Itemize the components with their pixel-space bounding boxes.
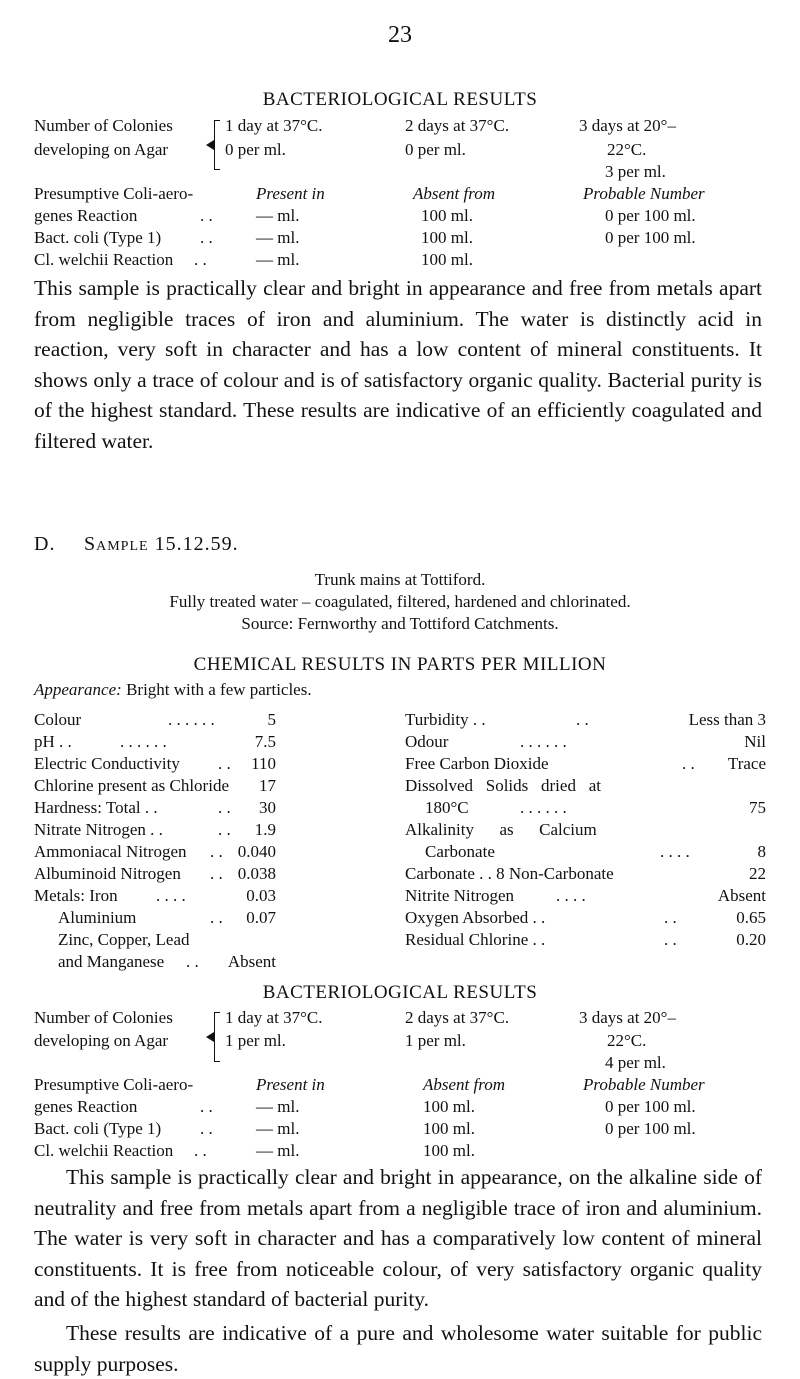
col3-value: 3 per ml. [605, 162, 666, 181]
chem-label: Nitrate Nitrogen . . [34, 820, 163, 839]
brace-2 [214, 1012, 221, 1062]
chem-value: 22 [749, 864, 766, 883]
col1-head: 1 day at 37°C. [225, 1008, 323, 1027]
chem-label: Turbidity . . [405, 710, 486, 729]
col3-head: 3 days at 20°– [579, 1008, 676, 1027]
chem-label: Free Carbon Dioxide [405, 754, 549, 773]
colonies-label-line2: developing on Agar [34, 140, 169, 159]
page-number: 23 [388, 22, 412, 48]
chem-dots: . . . . [156, 886, 186, 905]
chem-label: pH . . [34, 732, 72, 751]
absent-value: 100 ml. [421, 206, 473, 225]
chem-dots: . . [210, 842, 223, 861]
chem-dots: . . [664, 908, 677, 927]
chem-label: Colour [34, 710, 82, 729]
paragraph-3: These results are indicative of a pure and wholesome water suitable for public supply purposes. [34, 1321, 762, 1376]
sample-location: Trunk mains at Tottiford. [314, 570, 486, 589]
chem-value: 7.5 [254, 732, 276, 751]
chem-value: Nil [744, 732, 766, 751]
chem-value: 0.07 [246, 908, 276, 927]
probable-number-header: Probable Number [583, 184, 705, 203]
colonies-label-line2: developing on Agar [34, 1031, 169, 1050]
chem-label: Dissolved Solids dried at [405, 776, 601, 795]
chem-label: Carbonate [425, 842, 495, 861]
chem-value: Trace [727, 754, 766, 773]
chem-dots: . . . . . . [520, 798, 567, 817]
present-in-header: Present in [256, 184, 325, 203]
chem-dots: . . . . [660, 842, 690, 861]
chem-value: 0.65 [736, 908, 766, 927]
bact-results-heading-1: BACTERIOLOGICAL RESULTS [262, 89, 538, 110]
chem-dots: . . . . . . [168, 710, 215, 729]
bact-coli-label: Bact. coli (Type 1) [34, 1119, 162, 1138]
present-value: — ml. [256, 228, 300, 247]
col3-head-line2: 22°C. [607, 140, 647, 159]
chem-value: 30 [259, 798, 276, 817]
chem-dots: . . . . . . [120, 732, 167, 751]
chem-value: 0.20 [736, 930, 766, 949]
chem-label: 180°C [425, 798, 469, 817]
absent-from-header: Absent from [413, 184, 496, 203]
chem-label: Albuminoid Nitrogen [34, 864, 181, 883]
probable-value: 0 per 100 ml. [605, 228, 696, 247]
sample-source: Source: Fernworthy and Tottiford Catchments. [241, 614, 559, 633]
col2-value: 0 per ml. [405, 140, 466, 159]
chem-dots: . . . . . . [520, 732, 567, 751]
paragraph-1: This sample is practically clear and bright in appearance and free from metals apart from negligible traces of iron and aluminium. The water is distinctly acid in reaction, very soft in character and has a low content of mineral constituents. It shows only a trace of colour and is of satisfactory organic quality. Bacterial purity is of the highest standard. These results are indicative of an efficiently coagulated and filtered water. [34, 276, 762, 453]
chem-dots: . . [576, 710, 589, 729]
chem-label: Alkalinity as Calcium [405, 820, 597, 839]
col2-value: 1 per ml. [405, 1031, 466, 1050]
appearance-value: Bright with a few particles. [126, 680, 312, 699]
col2-head: 2 days at 37°C. [405, 116, 510, 135]
chem-value: 0.040 [237, 842, 276, 861]
chem-dots: . . [218, 798, 231, 817]
sample-letter: D. [34, 533, 56, 555]
chem-dots: . . [210, 864, 223, 883]
absent-from-header: Absent from [423, 1075, 506, 1094]
probable-value: 0 per 100 ml. [605, 1119, 696, 1138]
present-value: — ml. [256, 206, 300, 225]
absent-value: 100 ml. [423, 1097, 475, 1116]
chem-label: Nitrite Nitrogen [405, 886, 515, 905]
chem-value: 0.03 [246, 886, 276, 905]
present-in-header: Present in [256, 1075, 325, 1094]
colonies-label-line1: Number of Colonies [34, 1008, 173, 1027]
chem-dots: . . [186, 952, 199, 971]
probable-value: 0 per 100 ml. [605, 206, 696, 225]
present-value: — ml. [256, 1141, 300, 1160]
cl-welchii-label: Cl. welchii Reaction [34, 1141, 174, 1160]
probable-number-header: Probable Number [583, 1075, 705, 1094]
col1-value: 1 per ml. [225, 1031, 286, 1050]
present-value: — ml. [256, 250, 300, 269]
chem-value: 8 [757, 842, 766, 861]
chem-label: Ammoniacal Nitrogen [34, 842, 187, 861]
leader-dots: . . [194, 1141, 207, 1160]
chem-label: Residual Chlorine . . [405, 930, 546, 949]
chem-value: Less than 3 [688, 710, 766, 729]
absent-value: 100 ml. [423, 1141, 475, 1160]
chem-dots: . . [682, 754, 695, 773]
col3-head-line2: 22°C. [607, 1031, 647, 1050]
col3-head: 3 days at 20°– [579, 116, 676, 135]
colonies-label-line1: Number of Colonies [34, 116, 173, 135]
presumptive-label-line1: Presumptive Coli-aero- [34, 184, 194, 203]
presumptive-label-line1: Presumptive Coli-aero- [34, 1075, 194, 1094]
chem-label: Zinc, Copper, Lead [58, 930, 190, 949]
chem-label: Electric Conductivity [34, 754, 180, 773]
absent-value: 100 ml. [423, 1119, 475, 1138]
absent-value: 100 ml. [421, 228, 473, 247]
chem-label: Hardness: Total . . [34, 798, 158, 817]
chem-value: 1.9 [254, 820, 276, 839]
chemical-results-heading: CHEMICAL RESULTS IN PARTS PER MILLION [193, 654, 607, 675]
chem-label: Chlorine present as Chloride [34, 776, 229, 795]
col1-head: 1 day at 37°C. [225, 116, 323, 135]
cl-welchii-label: Cl. welchii Reaction [34, 250, 174, 269]
col1-value: 0 per ml. [225, 140, 286, 159]
leader-dots: . . [200, 1119, 213, 1138]
chem-label: Odour [405, 732, 449, 751]
leader-dots: . . [200, 1097, 213, 1116]
col2-head: 2 days at 37°C. [405, 1008, 510, 1027]
bact-results-heading-2: BACTERIOLOGICAL RESULTS [262, 982, 538, 1003]
leader-dots: . . [200, 228, 213, 247]
chem-label: Metals: Iron [34, 886, 118, 905]
chem-value: 5 [267, 710, 276, 729]
chem-label: Aluminium [58, 908, 137, 927]
chem-dots: . . [210, 908, 223, 927]
bact-coli-label: Bact. coli (Type 1) [34, 228, 162, 247]
leader-dots: . . [200, 206, 213, 225]
chem-dots: . . [664, 930, 677, 949]
present-value: — ml. [256, 1097, 300, 1116]
sample-title: Sample 15.12.59. [84, 533, 239, 555]
presumptive-label-line2: genes Reaction [34, 1097, 138, 1116]
chem-value: Absent [227, 952, 276, 971]
chem-label: Carbonate . . 8 Non-Carbonate [405, 864, 614, 883]
chem-value: Absent [717, 886, 766, 905]
chem-value: 17 [259, 776, 276, 795]
sample-treatment: Fully treated water – coagulated, filtered, hardened and chlorinated. [169, 592, 631, 611]
col3-value: 4 per ml. [605, 1053, 666, 1072]
present-value: — ml. [256, 1119, 300, 1138]
absent-value: 100 ml. [421, 250, 473, 269]
chem-label: and Manganese [58, 952, 165, 971]
chem-dots: . . [218, 754, 231, 773]
chem-label: Oxygen Absorbed . . [405, 908, 546, 927]
presumptive-label-line2: genes Reaction [34, 206, 138, 225]
paragraph-2: This sample is practically clear and bright in appearance, on the alkaline side of neutrality and free from metals apart from a negligible trace of iron and aluminium. The water is very soft in character and has a comparatively low content of mineral constituents. It is free from noticeable colour, of very satisfactory organic quality and of the highest standard of bacterial purity. [34, 1165, 762, 1311]
chem-dots: . . [218, 820, 231, 839]
chem-value: 75 [749, 798, 766, 817]
probable-value: 0 per 100 ml. [605, 1097, 696, 1116]
chem-value: 110 [251, 754, 276, 773]
brace-1 [214, 120, 221, 170]
chem-dots: . . . . [556, 886, 586, 905]
leader-dots: . . [194, 250, 207, 269]
appearance-label: Appearance: [34, 680, 122, 699]
chem-value: 0.038 [237, 864, 276, 883]
